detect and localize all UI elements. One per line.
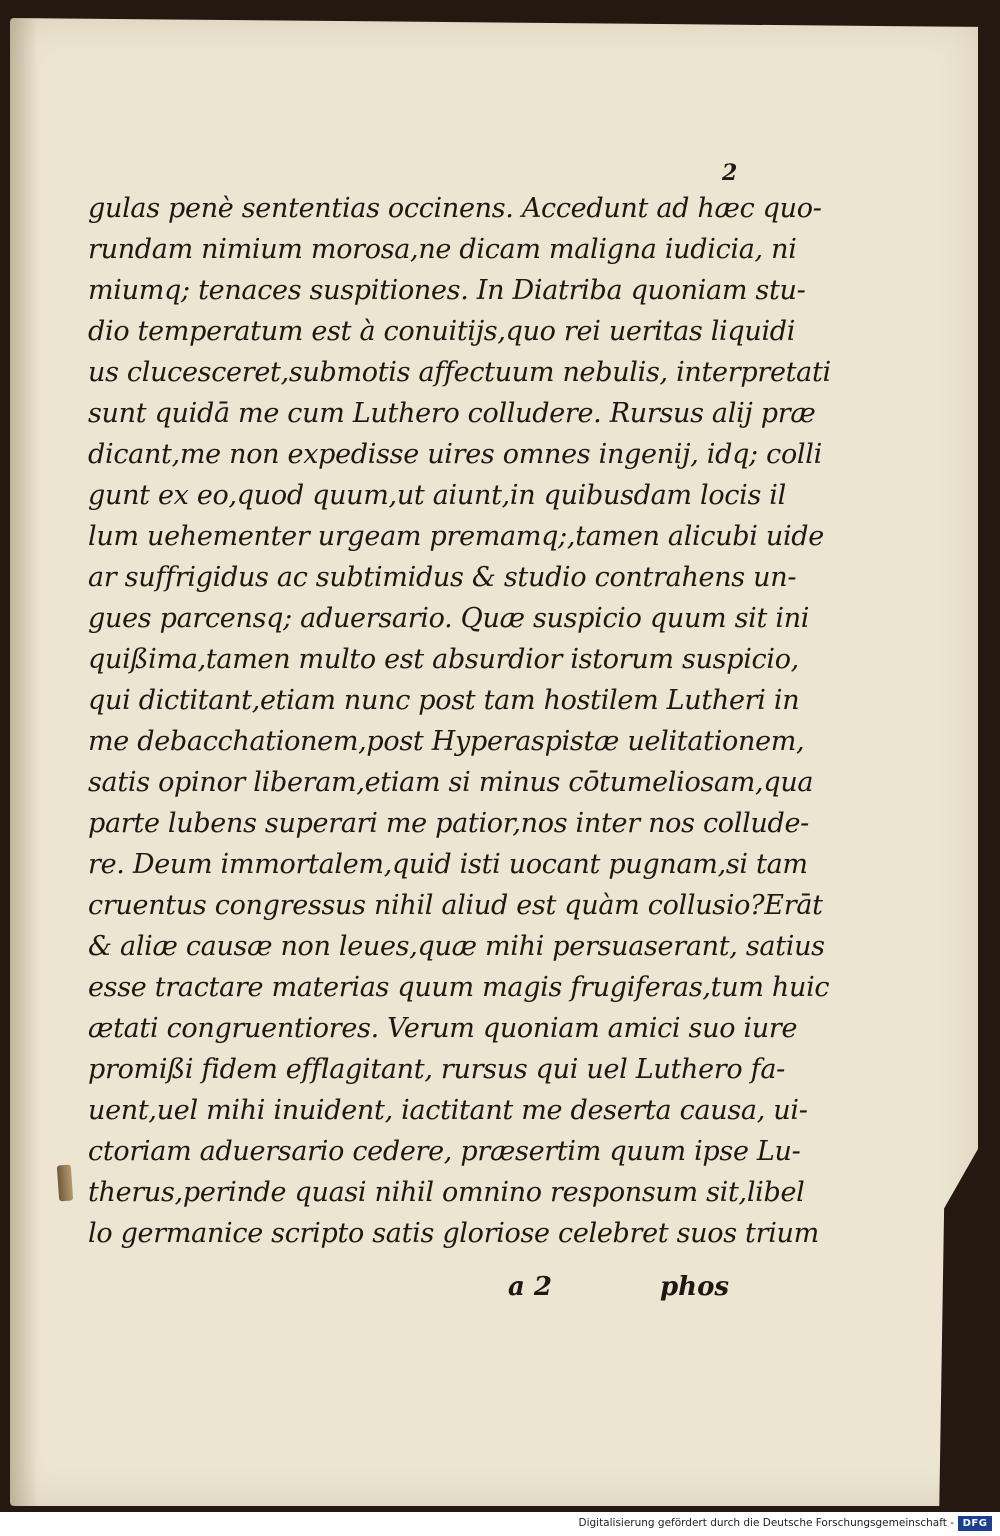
text-line: qui dictitant,etiam nunc post tam hostilem Lutheri in [88, 685, 800, 716]
text-line: rundam nimium morosa,ne dicam maligna iudicia, ni [88, 234, 797, 265]
text-line: us clucesceret,submotis affectuum nebulis, interpretati [88, 357, 831, 388]
signature-mark: a 2 [508, 1272, 552, 1302]
text-line: gunt ex eo,quod quum,ut aiunt,in quibusdam locis il [88, 480, 786, 511]
text-line: esse tractare materias quum magis frugiferas,tum huic [88, 972, 830, 1003]
footer-bar [0, 1512, 1000, 1536]
dfg-logo: DFG [958, 1516, 992, 1531]
text-line: parte lubens superari me patior,nos inter nos collude- [88, 808, 809, 839]
text-line: lo germanice scripto satis gloriose celebret suos trium [88, 1218, 819, 1249]
text-line: & aliæ causæ non leues,quæ mihi persuaserant, satius [88, 931, 825, 962]
text-line: dicant,me non expedisse uires omnes ingenij, idq; colli [88, 439, 822, 470]
folio-number: 2 [722, 160, 738, 186]
text-line: therus,perinde quasi nihil omnino responsum sit,libel [88, 1177, 805, 1208]
funding-credit: Digitalisierung gefördert durch die Deutsche Forschungsgemeinschaft - [578, 1517, 954, 1529]
page-gutter-shadow [10, 18, 38, 1506]
text-line: me debacchationem,post Hyperaspistæ uelitationem, [88, 726, 805, 757]
text-line: ar suffrigidus ac subtimidus & studio contrahens un- [88, 562, 797, 593]
text-line: promißi fidem efflagitant, rursus qui uel Luthero fa- [88, 1054, 785, 1085]
text-line: quißima,tamen multo est absurdior istorum suspicio, [88, 644, 799, 675]
text-line: ctoriam aduersario cedere, præsertim quum ipse Lu- [88, 1136, 801, 1167]
text-line: sunt quidā me cum Luthero colludere. Rursus alij præ [88, 398, 816, 429]
text-line: re. Deum immortalem,quid isti uocant pugnam,si tam [88, 849, 808, 880]
text-line: gulas penè sententias occinens. Accedunt ad hæc quo- [88, 193, 822, 224]
text-line: satis opinor liberam,etiam si minus cōtumeliosam,qua [88, 767, 814, 798]
text-line: uent,uel mihi inuident, iactitant me deserta causa, ui- [88, 1095, 808, 1126]
catchword: phos [660, 1272, 730, 1302]
text-line: lum uehementer urgeam premamq;,tamen alicubi uide [88, 521, 824, 552]
text-line: miumq; tenaces suspitiones. In Diatriba quoniam stu- [88, 275, 806, 306]
text-line: ætati congruentiores. Verum quoniam amici suo iure [88, 1013, 798, 1044]
body-text [88, 188, 831, 1254]
text-line: dio temperatum est à conuitijs,quo rei ueritas liquidi [88, 316, 796, 347]
text-line: cruentus congressus nihil aliud est quàm collusio?Erāt [88, 890, 823, 921]
page-tab-marker [57, 1165, 73, 1202]
text-line: gues parcensq; aduersario. Quæ suspicio quum sit ini [88, 603, 810, 634]
